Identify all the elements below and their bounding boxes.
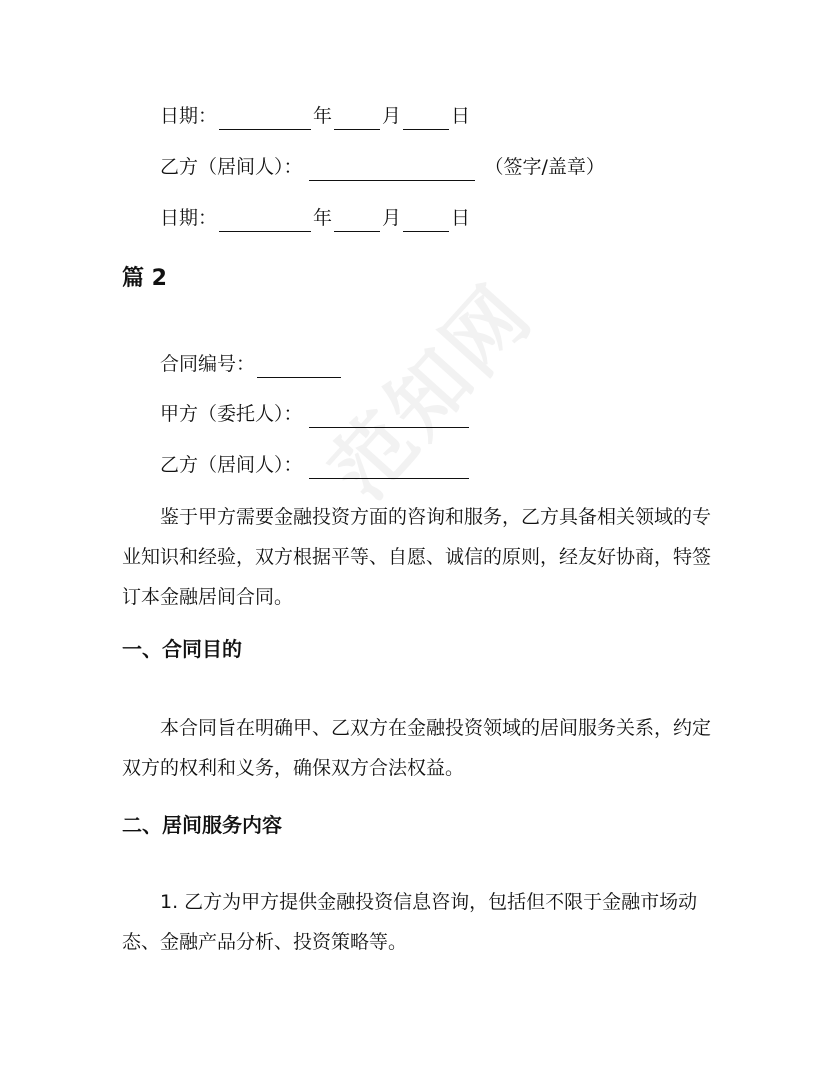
intro-paragraph: 鉴于甲方需要金融投资方面的咨询和服务，乙方具备相关领域的专业知识和经验，双方根据平等、自愿、诚信的原则，经友好协商，特签订本金融居间合同。: [122, 506, 712, 608]
heading-service-content: 二、居间服务内容: [122, 813, 282, 837]
party-a-blank: [309, 405, 469, 428]
day-blank: [403, 209, 449, 232]
contract-no-label: 合同编号：: [160, 353, 256, 375]
month-label: 月: [382, 207, 402, 229]
month-blank: [334, 209, 380, 232]
year-blank: [219, 209, 311, 232]
purpose-paragraph: 本合同旨在明确甲、乙双方在金融投资领域的居间服务关系，约定双方的权利和义务，确保双方合法权益。: [122, 717, 712, 779]
party-b-signature-blank: [309, 158, 475, 181]
service-paragraph-1: 1. 乙方为甲方提供金融投资信息咨询，包括但不限于金融市场动态、金融产品分析、投资策略等。: [122, 891, 698, 953]
party-b-label: 乙方（居间人）：: [160, 156, 303, 178]
date-line-2: [160, 204, 470, 232]
year-label: 年: [313, 105, 333, 127]
month-label: 月: [382, 105, 402, 127]
day-label: 日: [451, 207, 471, 229]
party-b-blank: [309, 456, 469, 479]
date-label: 日期：: [160, 207, 218, 229]
party-a-line: [160, 400, 471, 428]
party-b-signature-line: [160, 153, 605, 181]
date-label: 日期：: [160, 105, 218, 127]
year-label: 年: [313, 207, 333, 229]
day-label: 日: [451, 105, 471, 127]
party-a-label: 甲方（委托人）：: [160, 403, 303, 425]
sign-note: （签字/盖章）: [484, 156, 605, 178]
section-title: 篇 2: [122, 266, 167, 291]
date-line-1: [160, 102, 470, 130]
month-blank: [334, 107, 380, 130]
year-blank: [219, 107, 311, 130]
contract-no-blank: [257, 355, 341, 378]
contract-no-line: [160, 350, 343, 378]
day-blank: [403, 107, 449, 130]
party-b-line: [160, 451, 471, 479]
watermark: 范知网: [312, 267, 551, 517]
party-b-label: 乙方（居间人）：: [160, 454, 303, 476]
heading-contract-purpose: 一、合同目的: [122, 637, 242, 661]
